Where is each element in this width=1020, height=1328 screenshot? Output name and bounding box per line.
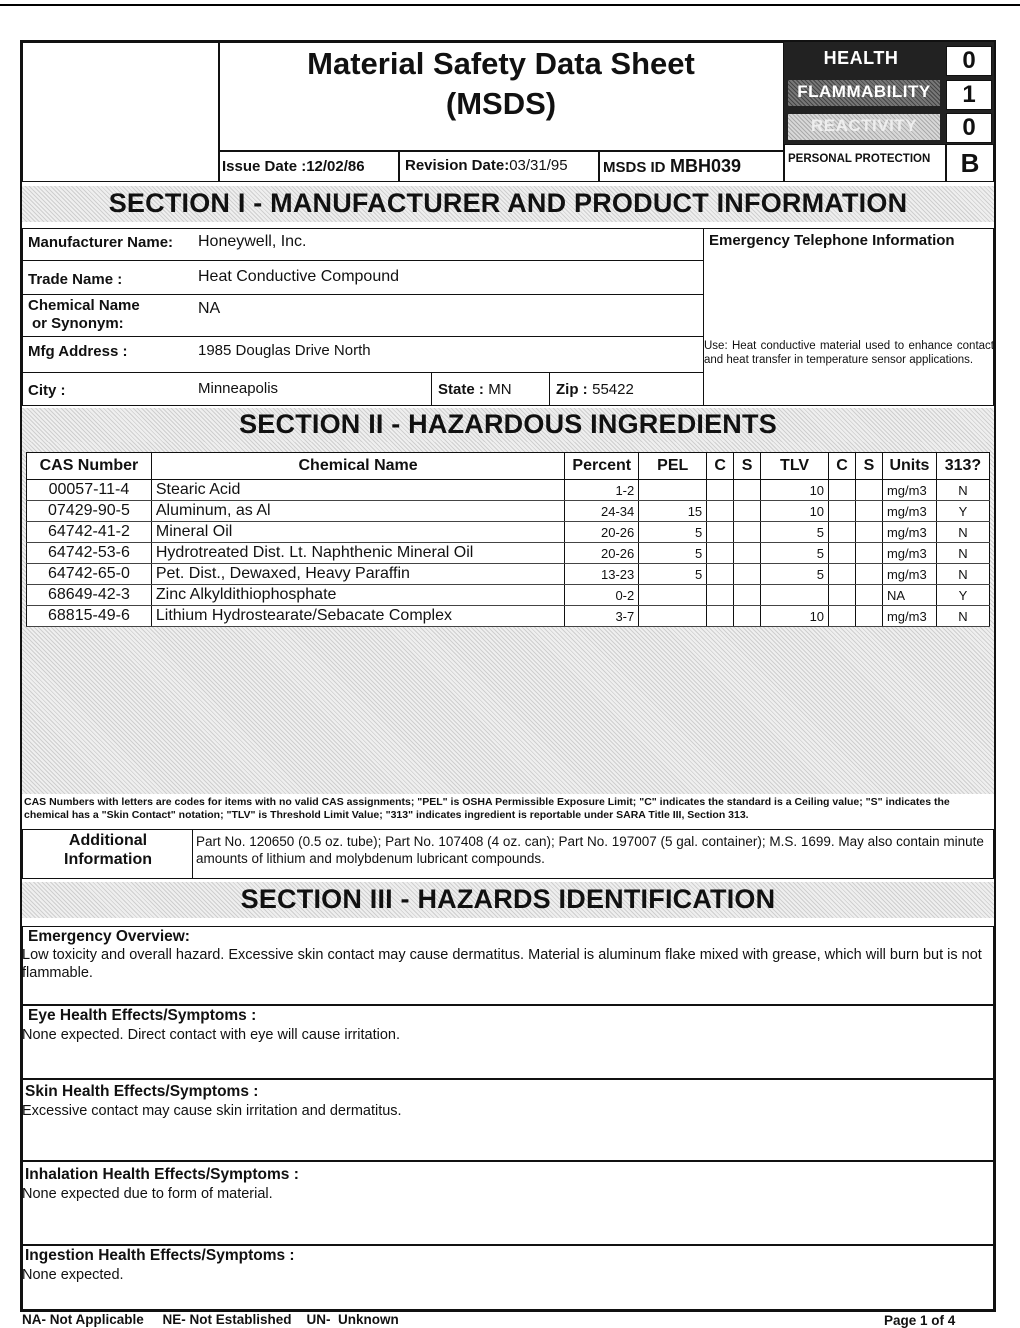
col-tlv-s: S [856,453,883,480]
cell-units: mg/m3 [882,522,936,543]
flammability-label: FLAMMABILITY [797,82,931,101]
cell-empty [734,522,761,543]
reactivity-label: REACTIVITY [810,116,918,135]
cell-pel [639,606,707,627]
cell-313: N [936,564,989,585]
cell-empty [734,543,761,564]
col-chemical: Chemical Name [151,453,564,480]
row-divider-3 [22,336,704,337]
cell-chemical: Aluminum, as Al [151,501,564,522]
table-row [27,522,990,543]
cell-empty [856,501,883,522]
manufacturer-value: Honeywell, Inc. [198,233,307,250]
state-value: MN [488,381,512,398]
cell-empty [829,564,856,585]
col-pel: PEL [639,453,707,480]
cell-313: N [936,543,989,564]
zip-value: 55422 [592,381,634,398]
emergency-phone-divider [703,228,704,406]
cell-empty [734,501,761,522]
section2-title: SECTION II - HAZARDOUS INGREDIENTS [239,409,777,439]
address-value: 1985 Douglas Drive North [198,342,371,359]
use-text: Use: Heat conductive material used to enhance contact and heat transfer in temperature sensor applications. [704,340,994,366]
ingestion-effects-text: None expected. [22,1267,124,1283]
eye-effects-text: None expected. Direct contact with eye will cause irritation. [22,1027,400,1043]
cell-chemical: Hydrotreated Dist. Lt. Naphthenic Mineral Oil [151,543,564,564]
top-rule [0,4,1020,6]
emergency-overview-heading: Emergency Overview: [28,928,190,945]
cell-empty [829,480,856,501]
cell-313: Y [936,501,989,522]
cell-cas: 64742-41-2 [27,522,152,543]
col-pel-c: C [707,453,734,480]
row-divider-1 [22,260,704,261]
cell-313: N [936,522,989,543]
cell-percent: 24-34 [565,501,639,522]
cell-units: NA [882,585,936,606]
msds-id-label: MSDS ID [603,159,666,176]
revision-date-group [405,157,568,175]
cell-cas: 68815-49-6 [27,606,152,627]
cell-pel: 5 [639,522,707,543]
trade-name-label: Trade Name : [28,271,123,288]
cell-chemical: Lithium Hydrostearate/Sebacate Complex [151,606,564,627]
inhalation-effects-text: None expected due to form of material. [22,1186,273,1202]
col-tlv-c: C [829,453,856,480]
additional-info-text: Part No. 120650 (0.5 oz. tube); Part No. 107408 (4 oz. can); Part No. 197007 (5 gal. container); M.S. 1699. May also contain minute amounts of lithium and molybdenum lubricant compounds. [196,834,984,866]
section3-title: SECTION III - HAZARDS IDENTIFICATION [240,884,776,914]
additional-info-label-1: Additional [68,832,148,849]
col-313: 313? [936,453,989,480]
cell-tlv: 10 [761,501,829,522]
cell-chemical: Mineral Oil [151,522,564,543]
cell-empty [707,585,734,606]
cell-cas: 64742-53-6 [27,543,152,564]
row-divider-4 [22,372,704,373]
cell-pel [639,480,707,501]
cell-tlv: 10 [761,606,829,627]
city-value: Minneapolis [198,380,279,397]
health-value: 0 [946,46,992,76]
cell-empty [829,543,856,564]
reactivity-value: 0 [946,113,992,143]
cell-empty [707,543,734,564]
skin-effects-heading: Skin Health Effects/Symptoms : [25,1083,259,1100]
cell-empty [856,585,883,606]
cell-units: mg/m3 [882,564,936,585]
cell-cas: 00057-11-4 [27,480,152,501]
ingredients-table [26,452,990,627]
additional-info-divider [192,829,193,879]
cell-empty [856,543,883,564]
row-divider-2 [22,294,704,295]
cell-empty [734,480,761,501]
chemical-name-value: NA [198,300,221,317]
cell-chemical: Stearic Acid [151,480,564,501]
cell-empty [707,522,734,543]
cell-pel: 15 [639,501,707,522]
cell-tlv: 5 [761,543,829,564]
cell-empty [734,606,761,627]
zip-divider [549,372,550,406]
revision-date-label: Revision Date: [405,157,510,174]
state-group [438,381,512,399]
cell-empty [856,522,883,543]
additional-info-label-2: Information [64,851,152,868]
table-row [27,501,990,522]
cell-empty [829,501,856,522]
chemical-synonym-label: or Synonym: [32,315,124,332]
msds-id-group [603,156,741,177]
issue-date: Issue Date :12/02/86 [222,158,365,175]
section1-title: SECTION I - MANUFACTURER AND PRODUCT INFORMATION [108,188,908,218]
table-row [27,606,990,627]
cell-units: mg/m3 [882,480,936,501]
cell-empty [734,585,761,606]
chemical-name-label: Chemical Name [28,297,140,314]
cell-units: mg/m3 [882,501,936,522]
col-percent: Percent [565,453,639,480]
emergency-overview-text: Low toxicity and overall hazard. Excessive skin contact may cause dermatitus. Material is aluminum flake mixed with grease, which will burn but is not flammable. [22,947,982,981]
cell-cas: 64742-65-0 [27,564,152,585]
cell-empty [707,501,734,522]
cell-percent: 3-7 [565,606,639,627]
cell-empty [829,606,856,627]
cell-empty [829,585,856,606]
footer-abbreviations: NA- Not Applicable NE- Not Established UN- Unknown [22,1312,399,1327]
cell-pel [639,585,707,606]
city-label: City : [28,382,66,399]
cell-pel: 5 [639,564,707,585]
col-cas: CAS Number [27,453,152,480]
table-row [27,543,990,564]
footer-page-number: Page 1 of 4 [884,1313,956,1328]
cell-empty [829,522,856,543]
cell-chemical: Pet. Dist., Dewaxed, Heavy Paraffin [151,564,564,585]
address-label: Mfg Address : [28,343,128,360]
table-notes: CAS Numbers with letters are codes for items with no valid CAS assignments; "PEL" is OSHA Permissible Exposure Limit; "C" indicates the standard is a Ceiling value; "S" indicates the chemical has a "Skin Contact" notation; "TLV" is Threshold Limit Value; "313" indicates ingredient is reportable under SARA Title III, Section 313. [24,796,992,822]
cell-cas: 07429-90-5 [27,501,152,522]
cell-empty [707,564,734,585]
cell-empty [707,606,734,627]
cell-percent: 0-2 [565,585,639,606]
state-label: State : [438,381,484,398]
cell-313: N [936,480,989,501]
table-row [27,480,990,501]
cell-units: mg/m3 [882,543,936,564]
protection-label: PERSONAL PROTECTION [788,153,931,165]
cell-tlv: 5 [761,522,829,543]
cell-empty [856,564,883,585]
trade-name-value: Heat Conductive Compound [198,268,400,285]
msds-id-value: MBH039 [669,156,741,176]
table-row [27,564,990,585]
cell-pel: 5 [639,543,707,564]
inhalation-effects-heading: Inhalation Health Effects/Symptoms : [25,1166,299,1183]
cell-tlv [761,585,829,606]
skin-effects-text: Excessive contact may cause skin irritation and dermatitus. [22,1103,402,1119]
zip-label: Zip : [556,381,588,398]
ingestion-effects-heading: Ingestion Health Effects/Symptoms : [25,1247,295,1264]
cell-units: mg/m3 [882,606,936,627]
cell-313: N [936,606,989,627]
cell-tlv: 5 [761,564,829,585]
cell-percent: 20-26 [565,543,639,564]
logo-box [22,42,220,182]
cell-empty [856,606,883,627]
emergency-phone-label: Emergency Telephone Information [709,232,955,249]
table-row [27,585,990,606]
cell-percent: 13-23 [565,564,639,585]
ingredients-header-row [27,453,990,480]
cell-chemical: Zinc Alkyldithiophosphate [151,585,564,606]
page-subtitle: (MSDS) [445,86,557,121]
cell-cas: 68649-42-3 [27,585,152,606]
flammability-value: 1 [946,80,992,110]
cell-percent: 20-26 [565,522,639,543]
health-label: HEALTH [823,48,899,68]
col-pel-s: S [734,453,761,480]
cell-empty [734,564,761,585]
revision-date-value: 03/31/95 [509,157,568,174]
cell-313: Y [936,585,989,606]
manufacturer-label: Manufacturer Name: [28,234,174,251]
cell-tlv: 10 [761,480,829,501]
protection-value: B [946,144,994,182]
zip-group [556,381,634,399]
cell-empty [707,480,734,501]
cell-percent: 1-2 [565,480,639,501]
eye-effects-heading: Eye Health Effects/Symptoms : [28,1007,257,1024]
col-tlv: TLV [761,453,829,480]
col-units: Units [882,453,936,480]
section1-body [22,228,994,406]
cell-empty [856,480,883,501]
page-title: Material Safety Data Sheet [307,46,695,81]
state-divider [431,372,432,406]
